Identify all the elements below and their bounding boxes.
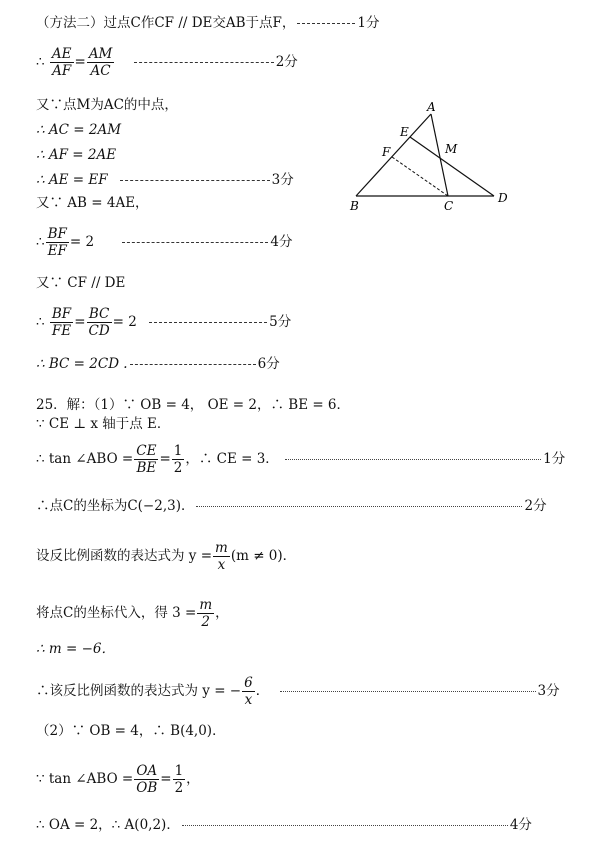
text: ∴该反比例函数的表达式为 y = −	[36, 683, 242, 699]
denominator: x	[217, 557, 226, 573]
tan-prefix: ∵ tan ∠ABO =	[36, 771, 134, 787]
score: 1分	[543, 451, 566, 467]
leader-dash	[122, 242, 268, 243]
leader-dots	[196, 506, 522, 507]
denominator: x	[244, 692, 253, 708]
bc-eq-2cd-line	[36, 355, 280, 373]
cf-parallel-de-line: 又∵ CF // DE	[36, 275, 126, 291]
text: ∴ BC = 2CD .	[36, 356, 128, 372]
fraction-m-2	[197, 597, 214, 630]
fraction-oa-ob	[134, 763, 159, 796]
numerator: 1	[173, 443, 183, 459]
q25-ce-perp-line: ∵ CE ⊥ x 轴于点 E．	[36, 416, 171, 432]
leader-dash	[297, 23, 355, 24]
numerator: OA	[134, 763, 159, 780]
leader-dash	[130, 364, 256, 365]
q25-function-result-line	[36, 675, 560, 708]
score: 4分	[270, 234, 293, 250]
therefore-symbol: ∴	[36, 234, 45, 250]
q25-part2-line: （2）∵ OB = 4，∴ B(4,0)．	[36, 723, 226, 739]
label-f: F	[382, 145, 391, 159]
q25-header-line: 25．解：（1）∵ OB = 4， OE = 2，∴ BE = 6．	[36, 397, 351, 413]
score: 2分	[275, 54, 298, 70]
fraction-bf-fe	[50, 306, 73, 339]
ab-eq-4ae-line: 又∵ AB = 4AE，	[36, 195, 149, 211]
af-eq-2ae-line: ∴ AF = 2AE	[36, 147, 117, 163]
label-a: A	[427, 100, 436, 114]
score: 3分	[271, 172, 294, 188]
label-b: B	[350, 199, 359, 213]
equals: =	[159, 451, 171, 467]
q25-point-c-line	[36, 497, 547, 515]
text: ，	[215, 605, 229, 621]
score: 3分	[537, 683, 560, 699]
equals: =	[74, 314, 86, 330]
numerator: m	[199, 597, 213, 613]
q25-set-function-line	[36, 540, 296, 573]
fraction-ae-af	[50, 46, 74, 79]
numerator: m	[215, 540, 228, 556]
text: （方法二）过点C作CF // DE交AB于点F，	[36, 15, 296, 31]
leader-dots	[285, 459, 541, 460]
leader-dash	[149, 322, 267, 323]
label-e: E	[400, 125, 409, 139]
equals-two: = 2	[69, 234, 95, 250]
numerator: BC	[87, 306, 112, 323]
denominator: AF	[52, 63, 72, 79]
numerator: BF	[51, 306, 72, 322]
text: ，∴ CE = 3．	[185, 451, 279, 467]
text: ．	[255, 683, 270, 699]
text: ，	[186, 771, 200, 787]
score: 6分	[257, 356, 280, 372]
ratio-ae-af-line	[36, 46, 298, 79]
bf-ef-ratio-line	[36, 226, 292, 259]
numerator: 1	[174, 763, 184, 779]
fraction-one-half	[172, 443, 185, 476]
denominator: 2	[201, 614, 211, 630]
therefore-symbol: ∴	[36, 314, 45, 330]
segment-ba	[356, 114, 431, 196]
fraction-bf-ef	[46, 226, 69, 259]
q25-tan-line	[36, 443, 566, 476]
leader-dash	[120, 180, 270, 181]
text: 将点C的坐标代入，得 3 =	[36, 605, 197, 621]
q25-substitute-line	[36, 597, 229, 630]
fraction-6-x	[242, 675, 255, 708]
fraction-ce-be	[134, 443, 158, 476]
label-d: D	[498, 191, 508, 205]
label-m: M	[445, 142, 458, 156]
numerator: AE	[51, 46, 72, 62]
equals-two: = 2	[112, 314, 137, 330]
equals: =	[74, 54, 86, 70]
q25-m-value-line: ∴ m = −6．	[36, 641, 115, 657]
denominator: FE	[51, 323, 72, 339]
leader-dash	[134, 62, 274, 63]
tan-prefix: ∴ tan ∠ABO =	[36, 451, 134, 467]
numerator: 6	[244, 675, 253, 691]
denominator: EF	[47, 243, 67, 259]
text: ∴点C的坐标为C(−2,3)．	[36, 498, 195, 514]
denominator: OB	[136, 780, 158, 796]
score: 5分	[269, 314, 292, 330]
bf-fe-bc-cd-line	[36, 306, 291, 339]
midpoint-line: 又∵点M为AC的中点，	[36, 97, 178, 113]
fraction-one-half	[173, 763, 186, 796]
fraction-am-ac	[87, 46, 115, 79]
denominator: CD	[88, 323, 110, 339]
leader-dots	[280, 691, 536, 692]
q25-tan-oa-ob-line	[36, 763, 200, 796]
fraction-m-x	[213, 540, 230, 573]
text: (m ≠ 0)．	[230, 548, 297, 564]
fraction-bc-cd	[87, 306, 112, 339]
denominator: 2	[174, 780, 184, 796]
equals: =	[160, 771, 172, 787]
text: ∴ OA = 2，∴ A(0,2)．	[36, 817, 180, 833]
method-two-line	[36, 14, 380, 32]
score: 4分	[509, 817, 532, 833]
leader-dots	[182, 825, 508, 826]
therefore-symbol: ∴	[36, 54, 45, 70]
q25-point-a-line	[36, 816, 532, 834]
ac-eq-2am-line: ∴ AC = 2AM	[36, 122, 122, 138]
numerator: CE	[136, 443, 157, 459]
segment-fc-dashed	[392, 157, 448, 196]
denominator: AC	[90, 63, 111, 79]
text: ∴ AE = EF	[36, 172, 108, 188]
numerator: BF	[47, 226, 67, 242]
label-c: C	[444, 199, 454, 213]
score: 1分	[357, 15, 380, 31]
numerator: AM	[88, 46, 113, 62]
text: 设反比例函数的表达式为 y =	[36, 548, 213, 564]
denominator: 2	[173, 460, 183, 476]
score: 2分	[524, 498, 547, 514]
triangle-figure	[340, 98, 530, 216]
ae-eq-ef-line	[36, 171, 294, 189]
denominator: BE	[136, 460, 157, 476]
